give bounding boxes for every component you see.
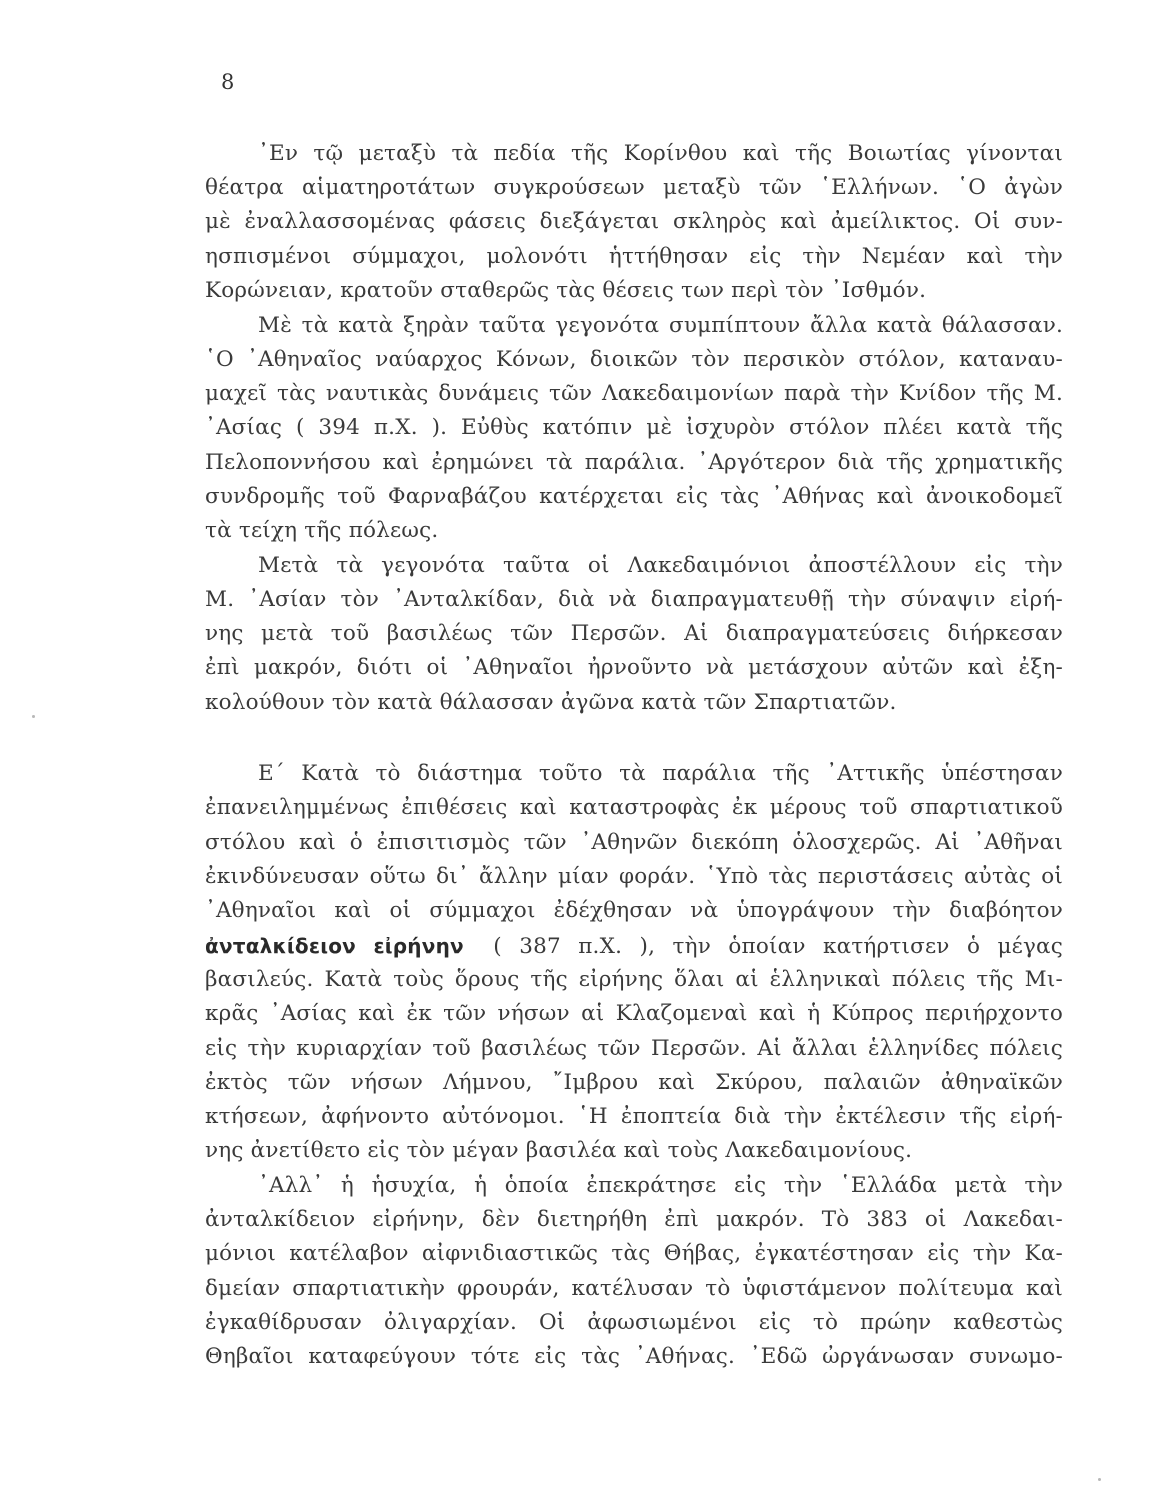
text-line: Πελοποννήσου καὶ ἐρημώνει τὰ παράλια. ᾿Αργότερον διὰ τῆς χρηματικῆς xyxy=(205,450,1063,475)
text-line: θέατρα αἱματηροτάτων συγκρούσεων μεταξὺ τῶν ῾Ελλήνων. ῾Ο ἀγὼν xyxy=(205,175,1063,200)
text-line: Μὲ τὰ κατὰ ξηρὰν ταῦτα γεγονότα συμπίπτουν ἄλλα κατὰ θάλασσαν. xyxy=(258,313,1063,338)
text-line: ᾿Αλλ᾿ ἡ ἡσυχία, ἡ ὁποία ἐπεκράτησε εἰς τὴν ῾Ελλάδα μετὰ τὴν xyxy=(258,1173,1063,1198)
text-line: ᾿Εν τῷ μεταξὺ τὰ πεδία τῆς Κορίνθου καὶ τῆς Βοιωτίας γίνονται xyxy=(258,141,1063,166)
scan-speck xyxy=(32,715,35,718)
text-line: ῾Ο ᾿Αθηναῖος ναύαρχος Κόνων, διοικῶν τὸν περσικὸν στόλον, καταναυ- xyxy=(205,347,1063,372)
scan-speck xyxy=(1098,1478,1101,1481)
text-line: εἰς τὴν κυριαρχίαν τοῦ βασιλέως τῶν Περσῶν. Αἱ ἄλλαι ἑλληνίδες πόλεις xyxy=(205,1036,1063,1061)
text-line: ἐκινδύνευσαν οὕτω δι᾿ ἄλλην μίαν φοράν. ῾Υπὸ τὰς περιστάσεις αὐτὰς οἱ xyxy=(205,864,1063,889)
text-line: νης μετὰ τοῦ βασιλέως τῶν Περσῶν. Αἱ διαπραγματεύσεις διήρκεσαν xyxy=(205,621,1063,646)
text-line xyxy=(205,929,1063,963)
text-line: ᾿Αθηναῖοι καὶ οἱ σύμμαχοι ἐδέχθησαν νὰ ὑπογράψουν τὴν διαβόητον xyxy=(205,898,1063,923)
text-line: στόλου καὶ ὁ ἐπισιτισμὸς τῶν ᾿Αθηνῶν διεκόπη ὁλοσχερῶς. Αἱ ᾿Αθῆναι xyxy=(205,830,1063,855)
text-line: Μετὰ τὰ γεγονότα ταῦτα οἱ Λακεδαιμόνιοι ἀποστέλλουν εἰς τὴν xyxy=(258,553,1063,578)
text-line: κρᾶς ᾿Ασίας καὶ ἐκ τῶν νήσων αἱ Κλαζομεναὶ καὶ ἡ Κύπρος περιήρχοντο xyxy=(205,1001,1063,1026)
bold-phrase: ἀνταλκίδειον εἰρήνην xyxy=(205,934,464,958)
text-line: Μ. ᾿Ασίαν τὸν ᾿Ανταλκίδαν, διὰ νὰ διαπραγματευθῇ τὴν σύναψιν εἰρή- xyxy=(205,587,1063,612)
text-line: ησπισμένοι σύμμαχοι, μολονότι ἡττήθησαν εἰς τὴν Νεμέαν καὶ τὴν xyxy=(205,244,1063,269)
text-line: δμείαν σπαρτιατικὴν φρουράν, κατέλυσαν τὸ ὑφιστάμενον πολίτευμα καὶ xyxy=(205,1276,1063,1301)
text-fragment: ( 387 π.Χ. ), τὴν ὁποίαν κατήρτισεν ὁ μέγας xyxy=(493,934,1063,959)
text-line: ἐγκαθίδρυσαν ὀλιγαρχίαν. Οἱ ἀφωσιωμένοι εἰς τὸ πρώην καθεστὼς xyxy=(205,1310,1063,1335)
text-line: ἐπὶ μακρόν, διότι οἱ ᾿Αθηναῖοι ἠρνοῦντο νὰ μετάσχουν αὐτῶν καὶ ἐξη- xyxy=(205,655,1063,680)
text-line: συνδρομῆς τοῦ Φαρναβάζου κατέρχεται εἰς τὰς ᾿Αθήνας καὶ ἀνοικοδομεῖ xyxy=(205,484,1063,509)
text-line: ἐκτὸς τῶν νήσων Λήμνου, ῎Ιμβρου καὶ Σκύρου, παλαιῶν ἀθηναϊκῶν xyxy=(205,1070,1063,1095)
text-line: μὲ ἐναλλασσομένας φάσεις διεξάγεται σκληρὸς καὶ ἀμείλικτος. Οἱ συν- xyxy=(205,209,1063,234)
text-line: τὰ τείχη τῆς πόλεως. xyxy=(205,518,439,543)
text-line: ᾿Ασίας ( 394 π.Χ. ). Εὐθὺς κατόπιν μὲ ἰσχυρὸν στόλον πλέει κατὰ τῆς xyxy=(205,415,1063,440)
text-line: Θηβαῖοι καταφεύγουν τότε εἰς τὰς ᾿Αθήνας. ᾿Εδῶ ὠργάνωσαν συνωμο- xyxy=(205,1344,1063,1369)
text-line: κτήσεων, ἀφήνοντο αὐτόνομοι. ῾Η ἐποπτεία διὰ τὴν ἐκτέλεσιν τῆς εἰρή- xyxy=(205,1104,1063,1129)
text-line: μόνιοι κατέλαβον αἰφνιδιαστικῶς τὰς Θήβας, ἐγκατέστησαν εἰς τὴν Κα- xyxy=(205,1241,1063,1266)
text-line: βασιλεύς. Κατὰ τοὺς ὅρους τῆς εἰρήνης ὅλαι αἱ ἑλληνικαὶ πόλεις τῆς Μι- xyxy=(205,967,1063,992)
text-line: ἀνταλκίδειον εἰρήνην, δὲν διετηρήθη ἐπὶ μακρόν. Τὸ 383 οἱ Λακεδαι- xyxy=(205,1207,1063,1232)
text-line: μαχεῖ τὰς ναυτικὰς δυνάμεις τῶν Λακεδαιμονίων παρὰ τὴν Κνίδον τῆς Μ. xyxy=(205,381,1063,406)
text-line: νης ἀνετίθετο εἰς τὸν μέγαν βασιλέα καὶ τοὺς Λακεδαιμονίους. xyxy=(205,1138,913,1163)
text-line: Ε΄ Κατὰ τὸ διάστημα τοῦτο τὰ παράλια τῆς ᾿Αττικῆς ὑπέστησαν xyxy=(258,761,1063,786)
page-number: 8 xyxy=(221,70,235,94)
text-line: ἐπανειλημμένως ἐπιθέσεις καὶ καταστροφὰς ἐκ μέρους τοῦ σπαρτιατικοῦ xyxy=(205,795,1063,820)
text-line: Κορώνειαν, κρατοῦν σταθερῶς τὰς θέσεις των περὶ τὸν ᾿Ισθμόν. xyxy=(205,278,927,303)
text-line: κολούθουν τὸν κατὰ θάλασσαν ἀγῶνα κατὰ τῶν Σπαρτιατῶν. xyxy=(205,690,897,715)
